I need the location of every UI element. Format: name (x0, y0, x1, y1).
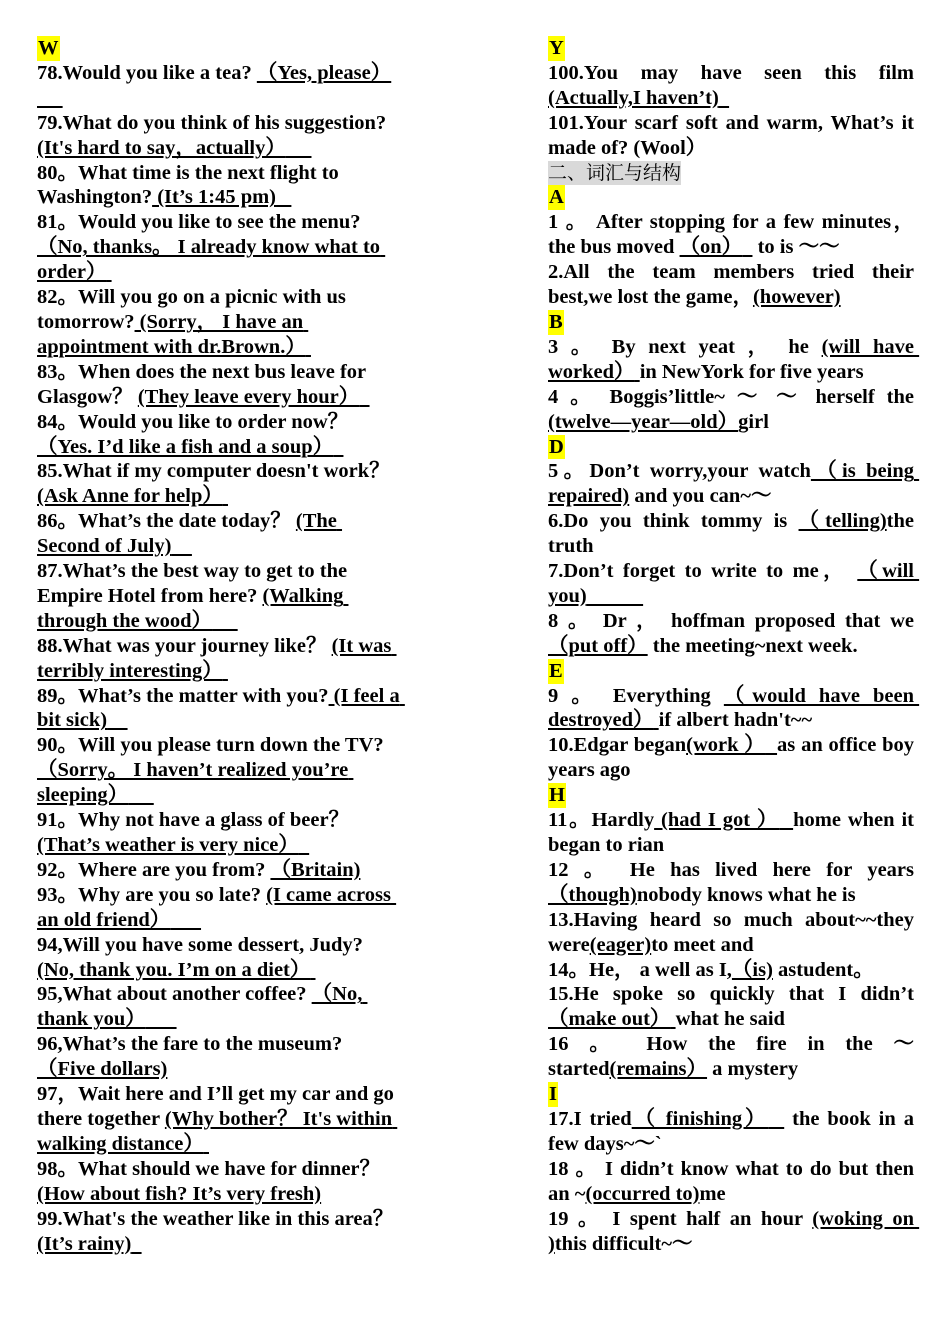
answer-text: (I came across an old friend） (37, 883, 397, 931)
question-continuation: the meeting~next week. (647, 634, 858, 657)
answer-blank (779, 809, 793, 831)
question-text: 92。Where are you from? (37, 858, 271, 881)
question-item (548, 459, 920, 509)
question-continuation: a mystery (707, 1058, 799, 1081)
question-text: 87.What’s the best way to get to the Empire Hotel from here? (37, 560, 348, 607)
question-item (37, 509, 402, 559)
answer-blank (37, 87, 63, 109)
question-item (548, 958, 914, 983)
answer-text: (twelve—year—old） (548, 410, 739, 433)
question-continuation: in NewYork for five years (639, 360, 864, 383)
letter-heading (548, 310, 914, 335)
question-item (548, 1207, 920, 1257)
question-text: 96,What’s the fare to the museum? (37, 1033, 343, 1056)
answer-text: （put off） (548, 634, 648, 657)
question-continuation: home when it began to rian (548, 809, 915, 856)
letter-heading (548, 659, 914, 684)
answer-text: (remains） (609, 1058, 708, 1081)
question-continuation: nobody knows what he is (636, 883, 856, 906)
question-item (37, 733, 402, 808)
letter-label: B (549, 310, 563, 333)
letter-label: A (549, 186, 564, 209)
question-text: 90。Will you please turn down the TV? (37, 734, 384, 757)
answer-text: (will have worked） (548, 335, 920, 383)
question-item (37, 61, 402, 111)
answer-text: （will you) (548, 560, 920, 607)
answer-text: （Yes, please） (256, 61, 392, 84)
answer-blank (171, 535, 192, 557)
question-continuation: the book in a few days~～` (548, 1107, 914, 1155)
letter-label: E (549, 659, 563, 682)
question-continuation: what he said (675, 1008, 785, 1031)
letter-heading (548, 185, 914, 210)
question-text: 13.Having heard so much about~~they were (548, 908, 914, 956)
question-continuation: to meet and (651, 933, 754, 956)
question-item (548, 908, 914, 958)
question-item (37, 410, 402, 460)
answer-blank (106, 261, 111, 283)
question-item (548, 61, 914, 111)
answer-blank (286, 137, 312, 159)
question-continuation: if albert hadn't~~ (658, 709, 813, 732)
question-text: 82。Will you go on a picnic with us tomorrow? (37, 286, 346, 333)
question-item (37, 559, 402, 634)
right-column (548, 36, 920, 1256)
question-item (548, 684, 920, 734)
letter-heading (548, 783, 914, 808)
question-text: 99.What's the weather like in this area？ (37, 1207, 394, 1230)
question-text: 11。Hardly (548, 809, 655, 832)
question-text: 86。What’s the date today？ (37, 510, 296, 533)
letter-label: H (549, 784, 565, 807)
left-column (37, 36, 405, 1256)
question-continuation: this difficult~～ (554, 1232, 693, 1255)
question-item (37, 634, 402, 684)
question-text: 6.Do you think tommy is (548, 510, 799, 533)
letter-heading (548, 435, 914, 460)
answer-text: （Five dollars) (37, 1058, 168, 1081)
answer-blank (765, 734, 777, 756)
question-text: 12 。 He has lived here for years (548, 858, 914, 881)
question-continuation: to is ～～ (752, 236, 840, 259)
question-item (37, 933, 402, 983)
answer-text: (How about fish? It’s very fresh) (37, 1182, 322, 1205)
answer-text: (had I got ） (654, 809, 780, 832)
answer-text: （No, thanks。 I already know what to order） (37, 236, 386, 284)
question-item (37, 360, 402, 410)
answer-text: (Why bother？ It's within walking distance） (37, 1107, 398, 1155)
section-title: 二、词汇与结构 (548, 161, 682, 184)
answer-blank (170, 909, 201, 931)
letter-label: D (549, 435, 564, 458)
question-item (548, 260, 914, 310)
question-text: 91。Why not have a glass of beer？ (37, 809, 350, 832)
answer-text: (occurred to) (585, 1182, 700, 1205)
answer-text: (Sorry， I have an appointment with dr.Brown.） (37, 310, 309, 358)
answer-text: (It’s rainy) (37, 1232, 132, 1255)
answer-text: （Britain) (270, 858, 361, 881)
answer-blank (131, 1233, 141, 1255)
question-text: 1 。 After stopping for a few minutes，the bus moved (548, 211, 914, 259)
question-text: 16 。 How the fire in the ～ started (548, 1033, 914, 1081)
answer-blank (212, 610, 238, 632)
answer-blank (333, 436, 343, 458)
question-text: 5。Don’t worry,your watch (548, 460, 811, 483)
answer-blank (299, 834, 309, 856)
answer-text: (eager) (589, 933, 652, 956)
question-text: 17.I tried (548, 1107, 632, 1130)
answer-text: (It was terribly interesting） (37, 634, 397, 682)
answer-blank (128, 784, 154, 806)
letter-heading (548, 1082, 914, 1107)
answer-text: (They leave every hour） (137, 385, 360, 408)
answer-blank (107, 709, 128, 731)
question-item (37, 1157, 402, 1207)
question-text: 3 。 By next yeat ， he (548, 335, 822, 358)
answer-text: (No, thank you. I’m on a diet） (37, 958, 311, 981)
question-text: 14。He， a well as I, (548, 958, 732, 981)
answer-blank (223, 660, 228, 682)
question-item (37, 684, 405, 734)
answer-blank (768, 1108, 784, 1130)
question-text: 15.He spoke so quickly that I didn’t (548, 983, 914, 1006)
question-text: 10.Edgar began (548, 734, 687, 757)
question-item (37, 459, 402, 509)
question-text: 89。What’s the matter with you? (37, 684, 329, 707)
question-item (37, 1032, 402, 1082)
question-item (37, 1082, 402, 1157)
answer-text: (Actually,I haven’t) (548, 86, 719, 109)
answer-text: (The Second of July) (37, 510, 343, 558)
answer-text: （would have been destroyed） (548, 684, 920, 732)
question-text: 8 。 Dr ， hoffman proposed that we (548, 609, 914, 632)
question-item (548, 210, 914, 260)
answer-text: (That’s weather is very nice） (37, 834, 299, 856)
answer-text: (It's hard to say，actually） (37, 136, 286, 159)
answer-text: (work ） (686, 734, 766, 757)
question-text: 2.All the team members tried their best,we lost the game， (548, 261, 914, 309)
answer-blank (306, 336, 311, 358)
question-text: 101.Your scarf soft and warm, What’s it made of? (Wool） (548, 111, 914, 159)
question-item (548, 1157, 914, 1207)
question-item (548, 982, 914, 1032)
question-text: 85.What if my computer doesn't work？ (37, 460, 390, 483)
question-item (548, 609, 914, 659)
answer-text: （No, thank you） (37, 983, 368, 1031)
answer-text: （Yes. I’d like a fish and a soup） (37, 435, 334, 458)
question-item (37, 883, 402, 933)
answer-text: （is being repaired) (548, 460, 920, 508)
question-text: 94,Will you have some dessert, Judy? (37, 933, 363, 956)
answer-text: (I feel a bit sick) (37, 684, 405, 732)
question-text: 84。Would you like to order now？ (37, 410, 349, 433)
question-text: 95,What about another coffee? (37, 983, 312, 1006)
answer-text: （telling) (798, 510, 887, 533)
question-text: 9 。 Everything (548, 684, 724, 707)
answer-text: (Ask Anne for help） (37, 485, 223, 508)
question-text: 18 。 I didn’t know what to do but then an ~ (548, 1157, 914, 1205)
question-text: 100.You may have seen this film (548, 61, 914, 84)
question-text: 83。When does the next bus leave for Glasgow？ (37, 360, 366, 408)
answer-text: (It’s 1:45 pm) (152, 186, 277, 209)
question-text: 79.What do you think of his suggestion? (37, 111, 387, 134)
answer-text: （on） (679, 236, 743, 259)
question-item (548, 509, 914, 559)
question-continuation: astudent。 (772, 958, 874, 981)
question-text: 80。What time is the next flight to Washington? (37, 161, 339, 209)
answer-text: （Sorry。 I haven’t realized you’re sleeping） (37, 759, 354, 807)
question-item (548, 111, 914, 161)
answer-blank (146, 1008, 177, 1030)
answer-text: (however) (752, 286, 841, 309)
question-text: 97，Wait here and I’ll get my car and go there together (37, 1083, 394, 1130)
question-text: 19 。 I spent half an hour (548, 1207, 813, 1230)
question-item (548, 1107, 914, 1157)
question-continuation: girl (738, 410, 769, 433)
answer-blank (276, 186, 291, 208)
question-text: 88.What was your journey like？ (37, 634, 332, 657)
question-continuation: as an office boy years ago (548, 734, 914, 782)
letter-heading-y: Y (549, 37, 564, 59)
question-item (37, 111, 402, 161)
question-text: 81。Would you like to see the menu? (37, 211, 361, 234)
question-item (37, 161, 402, 211)
question-text: 98。What should we have for dinner？ (37, 1157, 381, 1180)
question-item (548, 808, 914, 858)
question-item (548, 733, 914, 783)
question-continuation: the truth (548, 510, 914, 558)
answer-blank (587, 585, 643, 607)
question-text: 78.Would you like a tea? (37, 61, 257, 84)
question-item (548, 1032, 914, 1082)
answer-blank (719, 87, 729, 109)
question-text: 7.Don’t forget to write to me， (548, 560, 858, 583)
question-continuation: and you can~～ (629, 485, 772, 508)
left-items (37, 61, 405, 1257)
answer-text: （though) (548, 883, 637, 906)
answer-blank (204, 1133, 209, 1155)
answer-blank (359, 386, 369, 408)
question-text: 4 。 Boggis’little~ ～ ～ herself the (548, 385, 914, 408)
answer-text: （make out） (548, 1008, 671, 1031)
question-item (548, 385, 914, 435)
letter-label: I (549, 1083, 557, 1106)
right-y-items (548, 61, 914, 161)
question-item (37, 808, 402, 858)
question-item (37, 858, 402, 883)
question-item (37, 285, 402, 360)
question-item (37, 982, 402, 1032)
question-item (548, 858, 914, 908)
question-item (548, 559, 920, 609)
question-item (37, 1207, 402, 1257)
letter-heading-w: W (38, 37, 59, 59)
answer-blank (310, 959, 315, 981)
question-item (548, 335, 920, 385)
answer-text: （is) (731, 958, 773, 981)
answer-text: (Walking through the wood） (37, 584, 349, 632)
question-continuation: me (699, 1182, 726, 1205)
answer-text: （ finishing） (631, 1107, 769, 1130)
question-item (37, 210, 402, 285)
right-groups (548, 185, 920, 1256)
answer-blank (742, 236, 752, 258)
question-text: 93。Why are you so late? (37, 883, 267, 906)
answer-text: (woking on ) (548, 1207, 920, 1255)
answer-blank (223, 485, 228, 507)
